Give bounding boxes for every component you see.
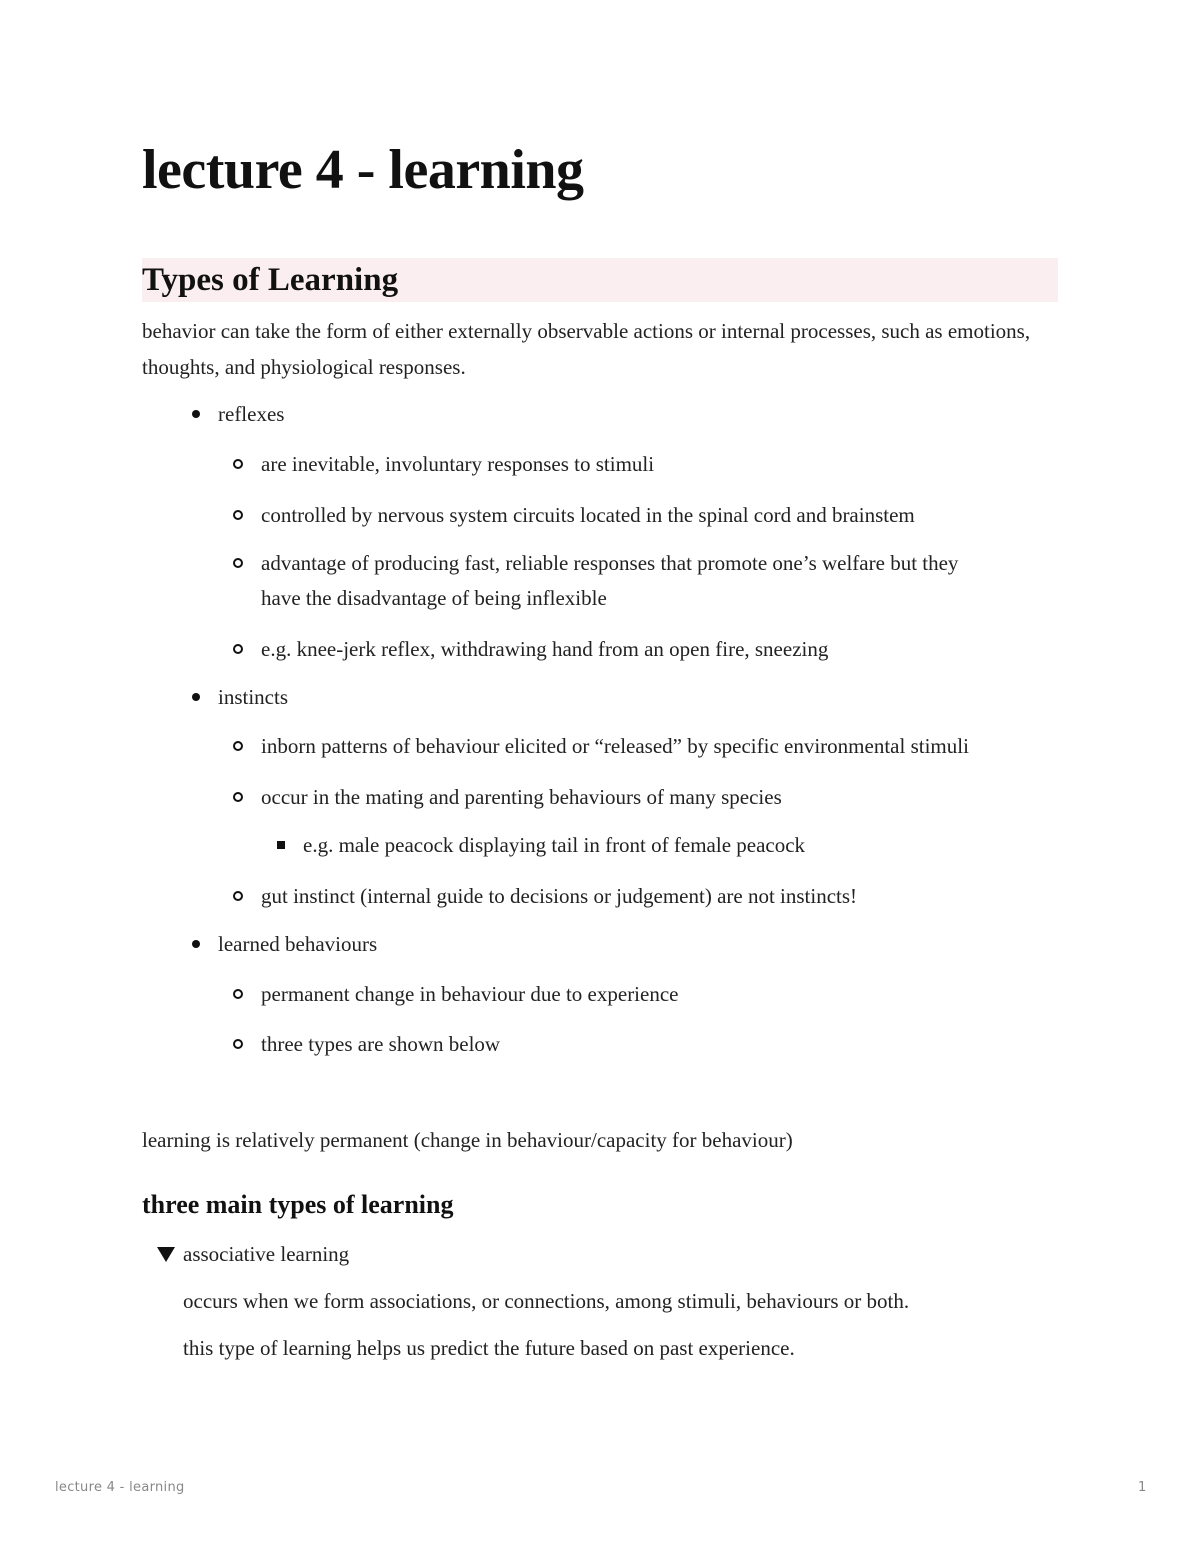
- toggle-associative-learning[interactable]: associative learning: [183, 1242, 350, 1266]
- bullet-disc-icon: [192, 693, 200, 701]
- intro-paragraph: behavior can take the form of either externally observable actions or internal processes, such as emotions, thoughts, and physiological responses.: [142, 319, 1031, 379]
- footer-title: lecture 4 - learning: [55, 1480, 185, 1495]
- bullet-square-icon: [277, 841, 285, 849]
- bullet-circle-icon: [233, 989, 243, 999]
- list-item: gut instinct (internal guide to decisions or judgement) are not instincts!: [261, 884, 858, 908]
- list-item: permanent change in behaviour due to experience: [261, 982, 679, 1006]
- bullet-circle-icon: [233, 891, 243, 901]
- bullet-circle-icon: [233, 459, 243, 469]
- bullet-disc-icon: [192, 410, 200, 418]
- bullet-circle-icon: [233, 792, 243, 802]
- bullet-circle-icon: [233, 558, 243, 568]
- list-item-learned-behaviours: learned behaviours: [218, 932, 378, 956]
- toggle-content-line: this type of learning helps us predict the future based on past experience.: [183, 1336, 795, 1360]
- list-item: three types are shown below: [261, 1032, 501, 1056]
- footer-page-number: 1: [1138, 1480, 1147, 1495]
- list-item: e.g. male peacock displaying tail in front of female peacock: [303, 833, 806, 857]
- toggle-triangle-icon[interactable]: [157, 1247, 175, 1262]
- subheading-three-main-types: three main types of learning: [142, 1190, 454, 1219]
- list-item: e.g. knee-jerk reflex, withdrawing hand from an open fire, sneezing: [261, 637, 829, 661]
- bullet-circle-icon: [233, 644, 243, 654]
- list-item: are inevitable, involuntary responses to stimuli: [261, 452, 655, 476]
- list-item: advantage of producing fast, reliable responses that promote one’s welfare but they: [261, 551, 959, 575]
- toggle-content-line: occurs when we form associations, or connections, among stimuli, behaviours or both.: [183, 1289, 910, 1313]
- bullet-circle-icon: [233, 510, 243, 520]
- bullet-circle-icon: [233, 741, 243, 751]
- list-item: inborn patterns of behaviour elicited or “released” by specific environmental stimuli: [261, 734, 969, 758]
- learning-note: learning is relatively permanent (change in behaviour/capacity for behaviour): [142, 1128, 793, 1152]
- page-title: lecture 4 - learning: [142, 139, 584, 201]
- bullet-disc-icon: [192, 940, 200, 948]
- bullet-circle-icon: [233, 1039, 243, 1049]
- list-item: occur in the mating and parenting behaviours of many species: [261, 785, 782, 809]
- list-item-continuation: have the disadvantage of being inflexible: [261, 586, 607, 610]
- list-item: controlled by nervous system circuits located in the spinal cord and brainstem: [261, 503, 915, 527]
- section-heading-types-of-learning: Types of Learning: [142, 258, 1058, 302]
- list-item-instincts: instincts: [218, 685, 289, 709]
- list-item-reflexes: reflexes: [218, 402, 285, 426]
